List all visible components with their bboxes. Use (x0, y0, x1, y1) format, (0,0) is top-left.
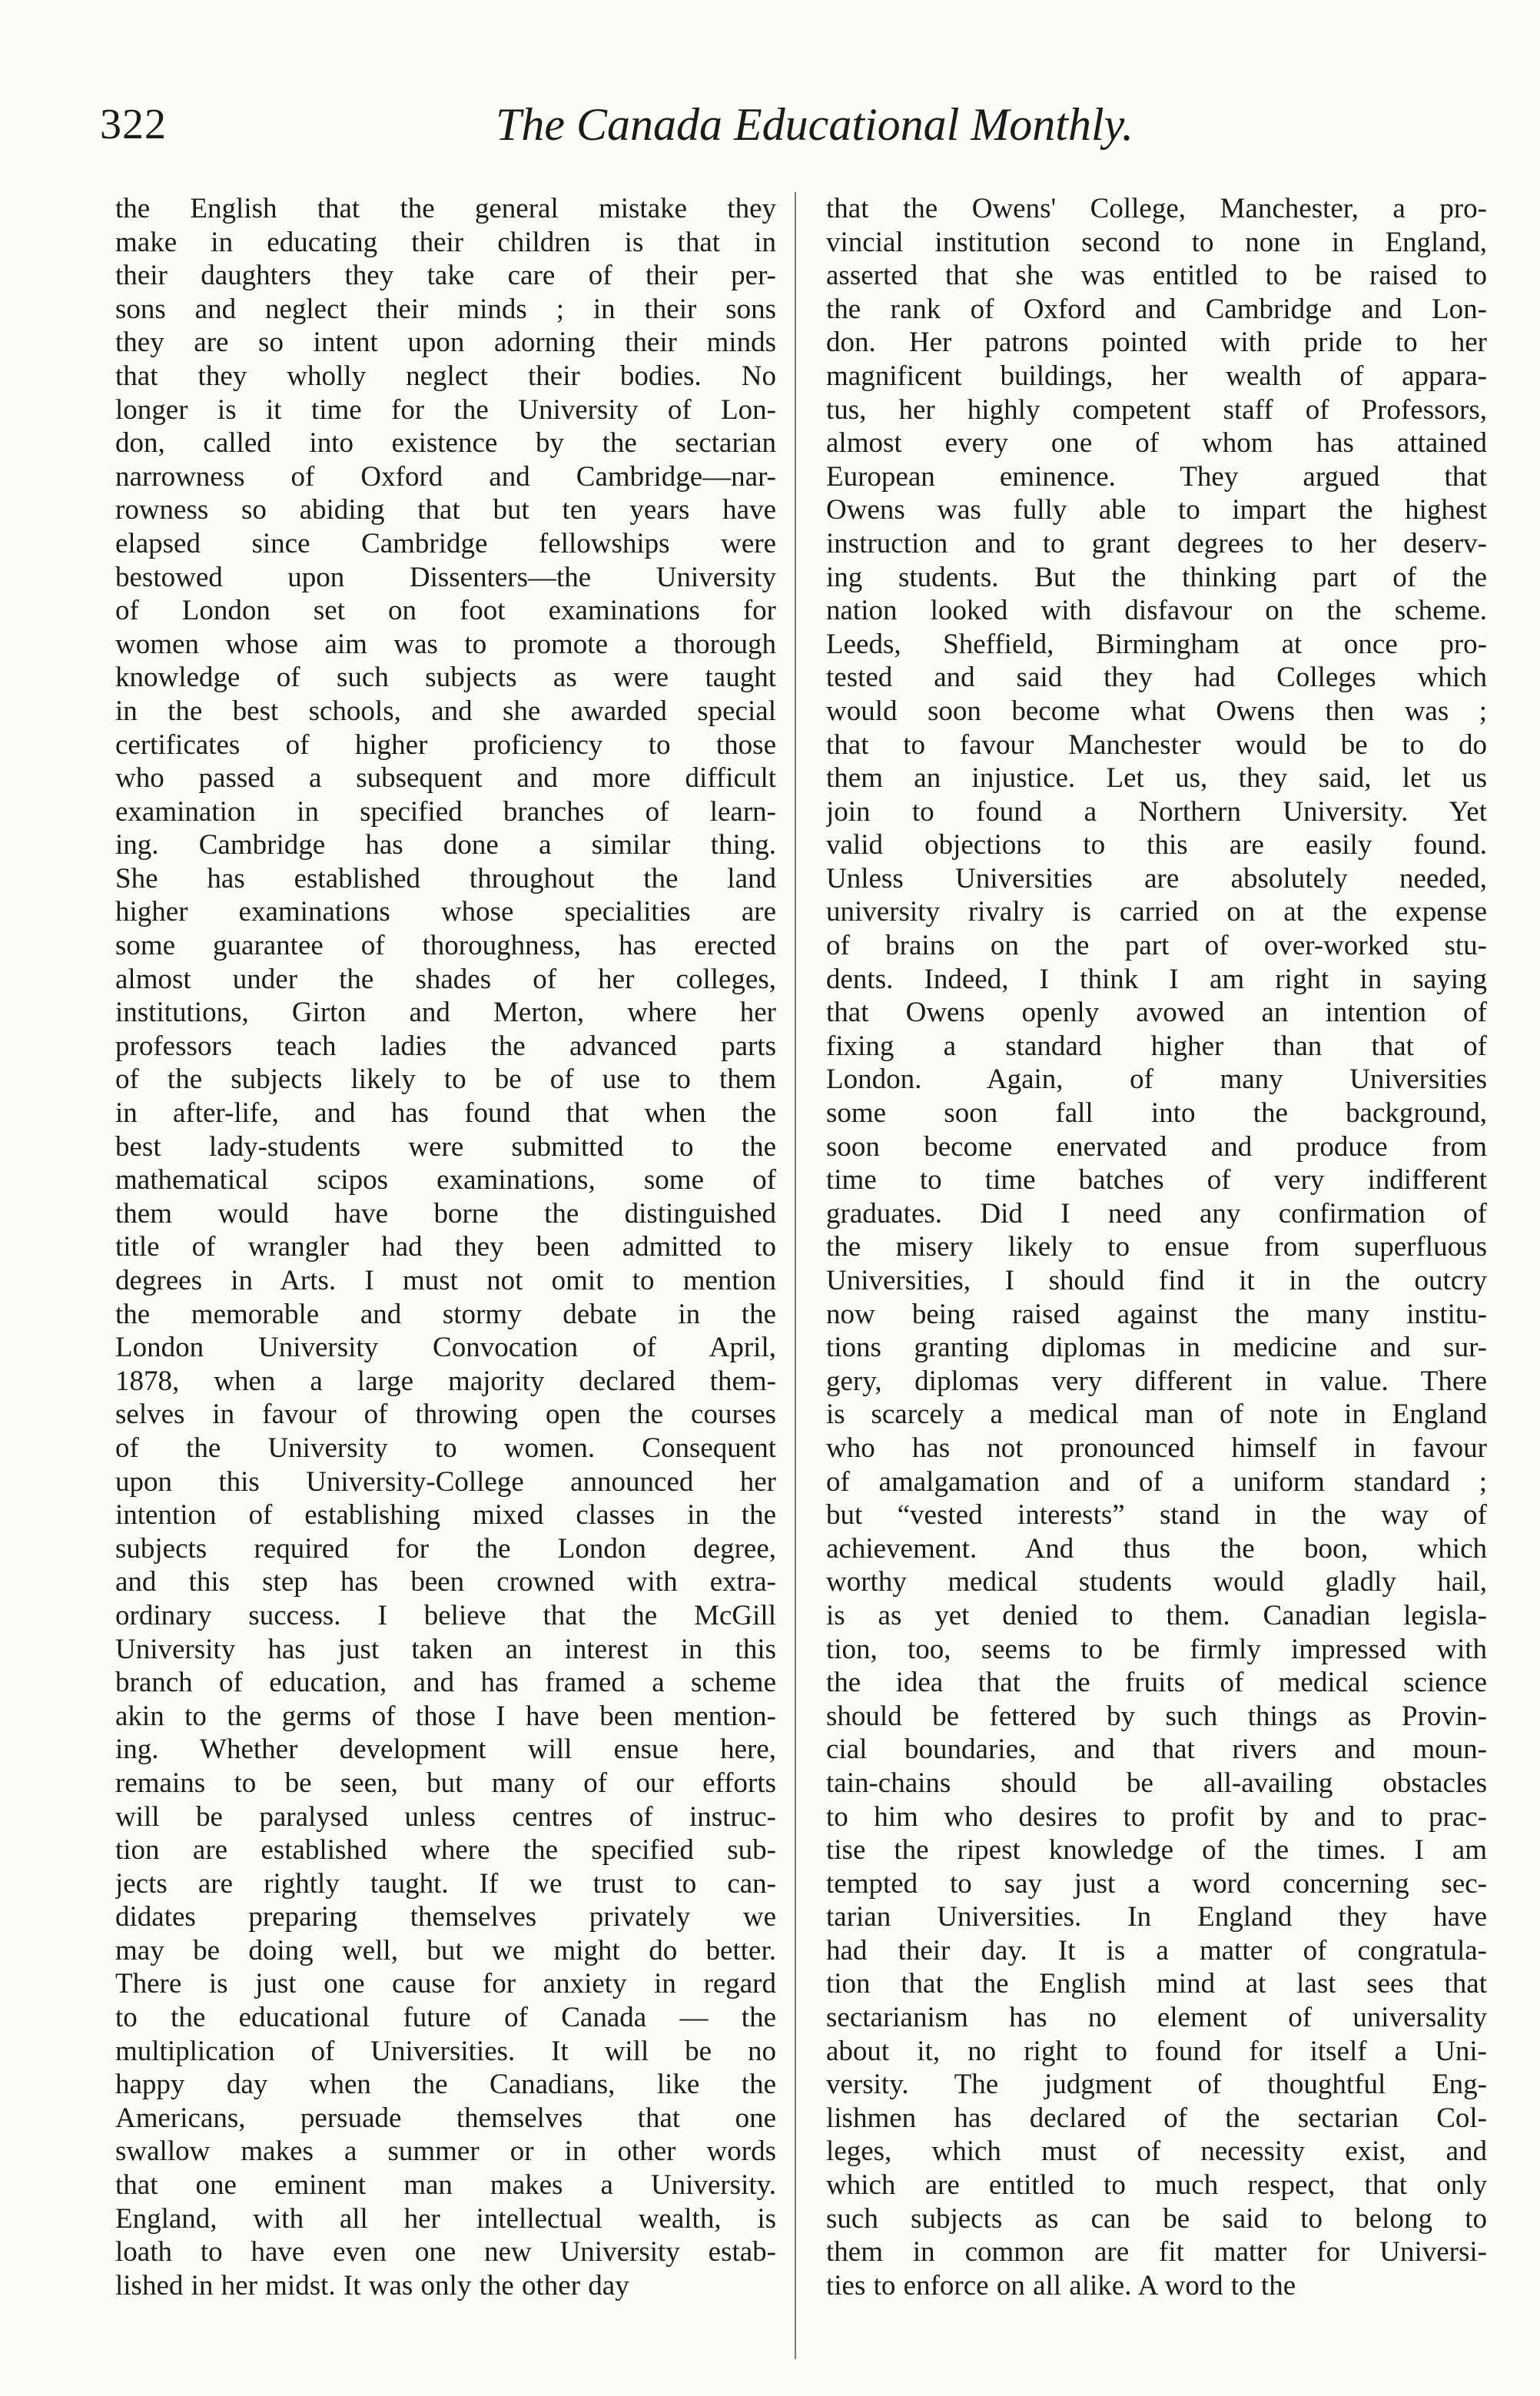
text-line: elapsed since Cambridge fellowships were (115, 527, 776, 559)
text-line: certificates of higher proficiency to those (115, 728, 776, 761)
text-line: don. Her patrons pointed with pride to her (826, 327, 1487, 359)
text-line: rowness so abiding that but ten years have (115, 494, 776, 526)
text-line: now being raised against the many institu- (826, 1298, 1487, 1330)
text-line: almost under the shades of her colleges, (115, 963, 776, 995)
text-line: tested and said they had Colleges which (826, 662, 1487, 694)
text-line: There is just one cause for anxiety in regard (115, 1968, 776, 2000)
text-line: Leeds, Sheffield, Birmingham at once pro- (826, 628, 1487, 660)
text-line: ing. Cambridge has done a similar thing. (115, 829, 776, 861)
text-line: branch of education, and has framed a scheme (115, 1667, 776, 1699)
text-line: make in educating their children is that in (115, 226, 776, 258)
text-line: swallow makes a summer or in other words (115, 2135, 776, 2168)
text-line: the idea that the fruits of medical science (826, 1667, 1487, 1699)
text-line: tise the ripest knowledge of the times. I am (826, 1834, 1487, 1867)
text-line: that they wholly neglect their bodies. No (115, 360, 776, 392)
text-line: worthy medical students would gladly hail, (826, 1566, 1487, 1598)
text-line: in after-life, and has found that when the (115, 1097, 776, 1130)
text-line: to the educational future of Canada — the (115, 2002, 776, 2034)
text-line: examination in specified branches of learn- (115, 795, 776, 828)
text-line: sons and neglect their minds ; in their sons (115, 293, 776, 325)
text-line: who passed a subsequent and more difficult (115, 762, 776, 795)
text-line: will be paralysed unless centres of instruc- (115, 1800, 776, 1833)
text-line: London University Convocation of April, (115, 1332, 776, 1364)
text-line: London. Again, of many Universities (826, 1064, 1487, 1096)
text-line: Americans, persuade themselves that one (115, 2102, 776, 2134)
text-line: almost every one of whom has attained (826, 427, 1487, 460)
text-line: European eminence. They argued that (826, 460, 1487, 493)
text-line: instruction and to grant degrees to her deserv- (826, 527, 1487, 559)
text-line: She has established throughout the land (115, 862, 776, 894)
text-line: which are entitled to much respect, that only (826, 2169, 1487, 2202)
text-line: of the University to women. Consequent (115, 1432, 776, 1464)
text-line: bestowed upon Dissenters—the University (115, 561, 776, 593)
text-line: is as yet denied to them. Canadian legisla- (826, 1599, 1487, 1631)
text-line: akin to the germs of those I have been mention- (115, 1700, 776, 1732)
text-line: gery, diplomas very different in value. There (826, 1365, 1487, 1397)
text-line: the misery likely to ensue from superfluous (826, 1231, 1487, 1263)
text-line: professors teach ladies the advanced parts (115, 1030, 776, 1062)
page-number: 322 (100, 101, 167, 148)
text-line: tions granting diplomas in medicine and sur- (826, 1332, 1487, 1364)
text-line: mathematical scipos examinations, some of (115, 1164, 776, 1196)
text-line: tus, her highly competent staff of Professors, (826, 393, 1487, 426)
text-line: magnificent buildings, her wealth of appara- (826, 360, 1487, 392)
text-line: of London set on foot examinations for (115, 595, 776, 627)
text-line: remains to be seen, but many of our efforts (115, 1767, 776, 1799)
text-line: them would have borne the distinguished (115, 1197, 776, 1230)
text-line: narrowness of Oxford and Cambridge—nar- (115, 460, 776, 493)
text-line: their daughters they take care of their per- (115, 260, 776, 292)
text-line: the memorable and stormy debate in the (115, 1298, 776, 1330)
text-line: best lady-students were submitted to the (115, 1130, 776, 1163)
text-line: valid objections to this are easily found. (826, 829, 1487, 861)
text-line: fixing a standard higher than that of (826, 1030, 1487, 1062)
running-title: The Canada Educational Monthly. (496, 99, 1133, 150)
text-line: university rivalry is carried on at the expense (826, 896, 1487, 928)
text-line: degrees in Arts. I must not omit to mention (115, 1265, 776, 1296)
text-line: England, with all her intellectual wealth, is (115, 2202, 776, 2235)
text-line: Universities, I should find it in the outcry (826, 1265, 1487, 1296)
text-line: didates preparing themselves privately we (115, 1901, 776, 1933)
text-line: some guarantee of thoroughness, has erected (115, 930, 776, 962)
text-line: that the Owens' College, Manchester, a pro- (826, 193, 1487, 224)
text-line: should be fettered by such things as Provin- (826, 1700, 1487, 1732)
text-line: who has not pronounced himself in favour (826, 1432, 1487, 1464)
column-rule (795, 192, 796, 2359)
text-line: asserted that she was entitled to be raised to (826, 260, 1487, 292)
text-line: subjects required for the London degree, (115, 1532, 776, 1565)
text-line: institutions, Girton and Merton, where her (115, 997, 776, 1029)
text-line: that to favour Manchester would be to do (826, 728, 1487, 761)
text-line: to him who desires to profit by and to prac- (826, 1800, 1487, 1833)
text-line: tion that the English mind at last sees that (826, 1968, 1487, 2000)
text-line: 1878, when a large majority declared them- (115, 1365, 776, 1397)
text-line: tempted to say just a word concerning sec- (826, 1867, 1487, 1900)
text-line: nation looked with disfavour on the scheme. (826, 595, 1487, 627)
text-line: jects are rightly taught. If we trust to can- (115, 1867, 776, 1900)
text-line: don, called into existence by the sectarian (115, 427, 776, 460)
text-line: versity. The judgment of thoughtful Eng- (826, 2069, 1487, 2101)
text-line: graduates. Did I need any confirmation of (826, 1197, 1487, 1230)
text-line: higher examinations whose specialities are (115, 896, 776, 928)
text-line: them an injustice. Let us, they said, let us (826, 762, 1487, 795)
text-line: in the best schools, and she awarded special (115, 695, 776, 727)
text-line: them in common are fit matter for Universi- (826, 2236, 1487, 2268)
text-line: intention of establishing mixed classes in the (115, 1499, 776, 1532)
text-line: such subjects as can be said to belong to (826, 2202, 1487, 2235)
text-line: of the subjects likely to be of use to them (115, 1064, 776, 1096)
text-line: tarian Universities. In England they have (826, 1901, 1487, 1933)
text-line: would soon become what Owens then was ; (826, 695, 1487, 727)
text-line: had their day. It is a matter of congratula- (826, 1934, 1487, 1966)
text-line: Unless Universities are absolutely needed, (826, 862, 1487, 894)
text-line: lished in her midst. It was only the other day (115, 2269, 629, 2301)
text-line: tion, too, seems to be firmly impressed with (826, 1633, 1487, 1665)
text-line: soon become enervated and produce from (826, 1130, 1487, 1163)
left-column (115, 192, 776, 2302)
text-line: of amalgamation and of a uniform standard ; (826, 1465, 1487, 1498)
text-line: sectarianism has no element of universality (826, 2002, 1487, 2034)
text-line: tion are established where the specified sub- (115, 1834, 776, 1867)
text-line: that one eminent man makes a University. (115, 2169, 776, 2202)
text-line: Owens was fully able to impart the highest (826, 494, 1487, 526)
text-line: of brains on the part of over-worked stu- (826, 930, 1487, 962)
text-line: about it, no right to found for itself a Uni- (826, 2035, 1487, 2067)
text-line: that Owens openly avowed an intention of (826, 997, 1487, 1029)
text-line: leges, which must of necessity exist, and (826, 2135, 1487, 2168)
text-line: time to time batches of very indifferent (826, 1164, 1487, 1196)
text-line: University has just taken an interest in this (115, 1633, 776, 1665)
text-line: join to found a Northern University. Yet (826, 795, 1487, 828)
text-line: vincial institution second to none in England, (826, 226, 1487, 258)
text-line: achievement. And thus the boon, which (826, 1532, 1487, 1565)
text-line: lishmen has declared of the sectarian Col- (826, 2102, 1487, 2134)
text-line: upon this University-College announced her (115, 1465, 776, 1498)
text-line: but “vested interests” stand in the way of (826, 1499, 1487, 1532)
text-line: cial boundaries, and that rivers and moun- (826, 1734, 1487, 1766)
text-line: tain-chains should be all-availing obstacles (826, 1767, 1487, 1799)
text-line: selves in favour of throwing open the courses (115, 1399, 776, 1431)
text-line: multiplication of Universities. It will be no (115, 2035, 776, 2067)
text-line: dents. Indeed, I think I am right in saying (826, 963, 1487, 995)
text-line: may be doing well, but we might do better. (115, 1934, 776, 1966)
text-line: and this step has been crowned with extra- (115, 1566, 776, 1598)
text-line: ing students. But the thinking part of the (826, 561, 1487, 593)
text-line: title of wrangler had they been admitted to (115, 1231, 776, 1263)
text-line: the English that the general mistake they (115, 193, 776, 224)
text-line: ties to enforce on all alike. A word to the (826, 2269, 1296, 2301)
right-column (826, 192, 1487, 2302)
text-line: the rank of Oxford and Cambridge and Lon- (826, 293, 1487, 325)
text-line: ing. Whether development will ensue here, (115, 1734, 776, 1766)
text-line: ordinary success. I believe that the McGill (115, 1599, 776, 1631)
text-line: longer is it time for the University of Lon- (115, 393, 776, 426)
text-line: is scarcely a medical man of note in England (826, 1399, 1487, 1431)
text-line: women whose aim was to promote a thorough (115, 628, 776, 660)
text-line: they are so intent upon adorning their minds (115, 327, 776, 359)
text-line: some soon fall into the background, (826, 1097, 1487, 1130)
text-line: knowledge of such subjects as were taught (115, 662, 776, 694)
text-line: loath to have even one new University estab- (115, 2236, 776, 2268)
text-line: happy day when the Canadians, like the (115, 2069, 776, 2101)
